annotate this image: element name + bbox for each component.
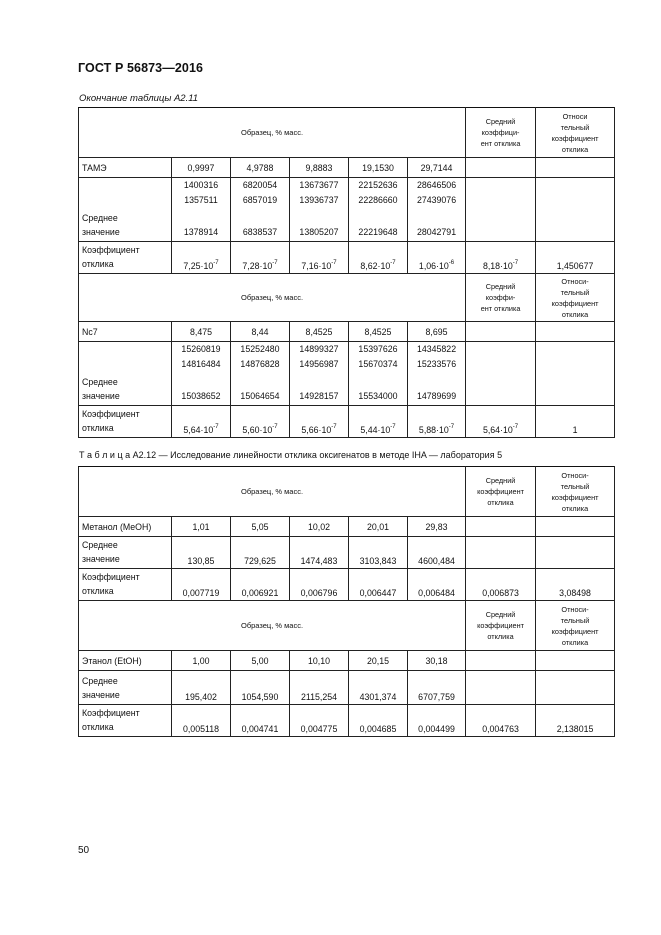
mean-value: 4301,374 bbox=[349, 671, 408, 705]
sample-values-cell: 22152636 22286660 22219648 bbox=[349, 178, 408, 242]
concentration-cell: 8,695 bbox=[408, 322, 466, 342]
mean-value: 6707,759 bbox=[408, 671, 466, 705]
avg-coef-header: Средний коэффициент отклика bbox=[466, 601, 536, 651]
mean-value: 22219648 bbox=[358, 227, 398, 237]
avg-coef-header: Средний коэффи- ент отклика bbox=[466, 274, 536, 322]
rel-coef-header: Относи- тельный коэффициент отклика bbox=[536, 467, 615, 517]
coef-cell: $7,16\cdot 10^{-7}$ bbox=[290, 242, 349, 274]
mean-value: 130,85 bbox=[172, 537, 231, 569]
sample-values-cell: 15397626 15670374 15534000 bbox=[349, 342, 408, 406]
concentration-cell: 1,01 bbox=[172, 517, 231, 537]
area-values-row bbox=[79, 342, 615, 406]
rel-coef-header: Относи тельный коэффициент отклика bbox=[536, 108, 615, 158]
coef-cell: 0,006921 bbox=[231, 569, 290, 601]
mean-value: 13805207 bbox=[299, 227, 339, 237]
relative-coef-value: 1,450677 bbox=[536, 242, 615, 274]
mean-value: 195,402 bbox=[172, 671, 231, 705]
mean-value: 14928157 bbox=[299, 391, 339, 401]
table-a2-11 bbox=[78, 107, 615, 438]
concentration-row bbox=[79, 322, 615, 342]
relative-coef-value: 3,08498 bbox=[536, 569, 615, 601]
mean-row bbox=[79, 537, 615, 569]
mean-value: 729,625 bbox=[231, 537, 290, 569]
mean-value: 15038652 bbox=[181, 391, 221, 401]
response-coef-row bbox=[79, 705, 615, 737]
relative-coef-value: 2,138015 bbox=[536, 705, 615, 737]
rel-coef-header: Относи- тельный коэффициент отклика bbox=[536, 274, 615, 322]
sample-values-cell: 15252480 14876828 15064654 bbox=[231, 342, 290, 406]
avg-coef-header: Средний коэффициент отклика bbox=[466, 467, 536, 517]
coef-cell: 0,006447 bbox=[349, 569, 408, 601]
avg-coef-header: Средний коэффици- ент отклика bbox=[466, 108, 536, 158]
sample-values-cell: 13673677 13936737 13805207 bbox=[290, 178, 349, 242]
concentration-cell: 5,05 bbox=[231, 517, 290, 537]
page-number: 50 bbox=[78, 845, 90, 856]
coef-cell: $5,64\cdot 10^{-7}$ bbox=[172, 406, 231, 438]
coef-cell: 0,004499 bbox=[408, 705, 466, 737]
concentration-cell: 30,18 bbox=[408, 651, 466, 671]
coef-cell: $7,25\cdot 10^{-7}$ bbox=[172, 242, 231, 274]
sample-values-cell: 14345822 15233576 14789699 bbox=[408, 342, 466, 406]
mean-label: Среднее значение bbox=[79, 178, 172, 242]
coef-cell: 0,004741 bbox=[231, 705, 290, 737]
sample-header: Образец, % масс. bbox=[79, 467, 466, 517]
mean-value: 15534000 bbox=[358, 391, 398, 401]
concentration-cell: 29,83 bbox=[408, 517, 466, 537]
concentration-cell: 4,9788 bbox=[231, 158, 290, 178]
mean-value: 2115,254 bbox=[290, 671, 349, 705]
mean-value: 1474,483 bbox=[290, 537, 349, 569]
concentration-cell: 1,00 bbox=[172, 651, 231, 671]
concentration-cell: 10,10 bbox=[290, 651, 349, 671]
mean-value: 28042791 bbox=[416, 227, 457, 237]
sample-values-cell: 15260819 14816484 15038652 bbox=[172, 342, 231, 406]
coef-label: Коэффициент отклика bbox=[79, 242, 172, 274]
mean-value: 4600,484 bbox=[408, 537, 466, 569]
sample-header: Образец, % масс. bbox=[79, 108, 466, 158]
concentration-cell: 20,15 bbox=[349, 651, 408, 671]
avg-coef-value: 0,004763 bbox=[466, 705, 536, 737]
concentration-row bbox=[79, 651, 615, 671]
coef-label: Коэффициент отклика bbox=[79, 406, 172, 438]
coef-cell: $5,44\cdot 10^{-7}$ bbox=[349, 406, 408, 438]
compound-name: Метанол (MeOH) bbox=[79, 517, 172, 537]
concentration-cell: 8,44 bbox=[231, 322, 290, 342]
rel-coef-header: Относи- тельный коэффициент отклика bbox=[536, 601, 615, 651]
sample-values-cell: 28646506 27439076 28042791 bbox=[408, 178, 466, 242]
coef-cell: 0,004775 bbox=[290, 705, 349, 737]
concentration-cell: 29,7144 bbox=[408, 158, 466, 178]
coef-cell: $5,60\cdot 10^{-7}$ bbox=[231, 406, 290, 438]
mean-row bbox=[79, 671, 615, 705]
coef-label: Коэффициент отклика bbox=[79, 569, 172, 601]
sample-values-cell: 14899327 14956987 14928157 bbox=[290, 342, 349, 406]
mean-value: 1054,590 bbox=[231, 671, 290, 705]
coef-cell: 0,005118 bbox=[172, 705, 231, 737]
concentration-cell: 8,4525 bbox=[349, 322, 408, 342]
coef-cell: $5,88\cdot 10^{-7}$ bbox=[408, 406, 466, 438]
concentration-cell: 5,00 bbox=[231, 651, 290, 671]
compound-name: Этанол (EtOH) bbox=[79, 651, 172, 671]
avg-coef-value: $8,18\cdot 10^{-7}$ bbox=[466, 242, 536, 274]
coef-cell: 0,006484 bbox=[408, 569, 466, 601]
compound-name: ТАМЭ bbox=[79, 158, 172, 178]
concentration-row bbox=[79, 158, 615, 178]
mean-value: 1378914 bbox=[183, 227, 219, 237]
concentration-cell: 0,9997 bbox=[172, 158, 231, 178]
table-continuation-caption: Окончание таблицы А2.11 bbox=[79, 93, 199, 104]
response-coef-row bbox=[79, 242, 615, 274]
concentration-row bbox=[79, 517, 615, 537]
response-coef-row bbox=[79, 569, 615, 601]
mean-label: Среднее значение bbox=[79, 342, 172, 406]
coef-cell: 0,006796 bbox=[290, 569, 349, 601]
coef-label: Коэффициент отклика bbox=[79, 705, 172, 737]
concentration-cell: 9,8883 bbox=[290, 158, 349, 178]
avg-coef-value: $5,64\cdot 10^{-7}$ bbox=[466, 406, 536, 438]
sample-header: Образец, % масс. bbox=[79, 274, 466, 322]
compound-name: Nc7 bbox=[79, 322, 172, 342]
coef-cell: 0,007719 bbox=[172, 569, 231, 601]
coef-cell: $8,62\cdot 10^{-7}$ bbox=[349, 242, 408, 274]
table-a2-12 bbox=[78, 466, 615, 737]
sample-header: Образец, % масс. bbox=[79, 601, 466, 651]
concentration-cell: 19,1530 bbox=[349, 158, 408, 178]
response-coef-row bbox=[79, 406, 615, 438]
relative-coef-value: 1 bbox=[536, 406, 615, 438]
concentration-cell: 8,475 bbox=[172, 322, 231, 342]
area-values-row bbox=[79, 178, 615, 242]
mean-value: 3103,843 bbox=[349, 537, 408, 569]
coef-cell: $5,66\cdot 10^{-7}$ bbox=[290, 406, 349, 438]
sample-values-cell: 6820054 6857019 6838537 bbox=[231, 178, 290, 242]
concentration-cell: 10,02 bbox=[290, 517, 349, 537]
concentration-cell: 8,4525 bbox=[290, 322, 349, 342]
mean-value: 15064654 bbox=[240, 391, 280, 401]
coef-cell: 0,004685 bbox=[349, 705, 408, 737]
coef-cell: $1,06\cdot 10^{-6}$ bbox=[408, 242, 466, 274]
table-a2-12-caption: Т а б л и ц а А2.12 — Исследование линейности отклика оксигенатов в методе IHA — лаборатория 5 bbox=[79, 450, 503, 460]
avg-coef-value: 0,006873 bbox=[466, 569, 536, 601]
document-standard-header: ГОСТ Р 56873—2016 bbox=[78, 61, 204, 75]
concentration-cell: 20,01 bbox=[349, 517, 408, 537]
mean-label: Среднее значение bbox=[79, 671, 172, 705]
coef-cell: $7,28\cdot 10^{-7}$ bbox=[231, 242, 290, 274]
mean-value: 14789699 bbox=[416, 391, 457, 401]
mean-value: 6838537 bbox=[242, 227, 278, 237]
mean-label: Среднее значение bbox=[79, 537, 172, 569]
sample-values-cell: 1400316 1357511 1378914 bbox=[172, 178, 231, 242]
